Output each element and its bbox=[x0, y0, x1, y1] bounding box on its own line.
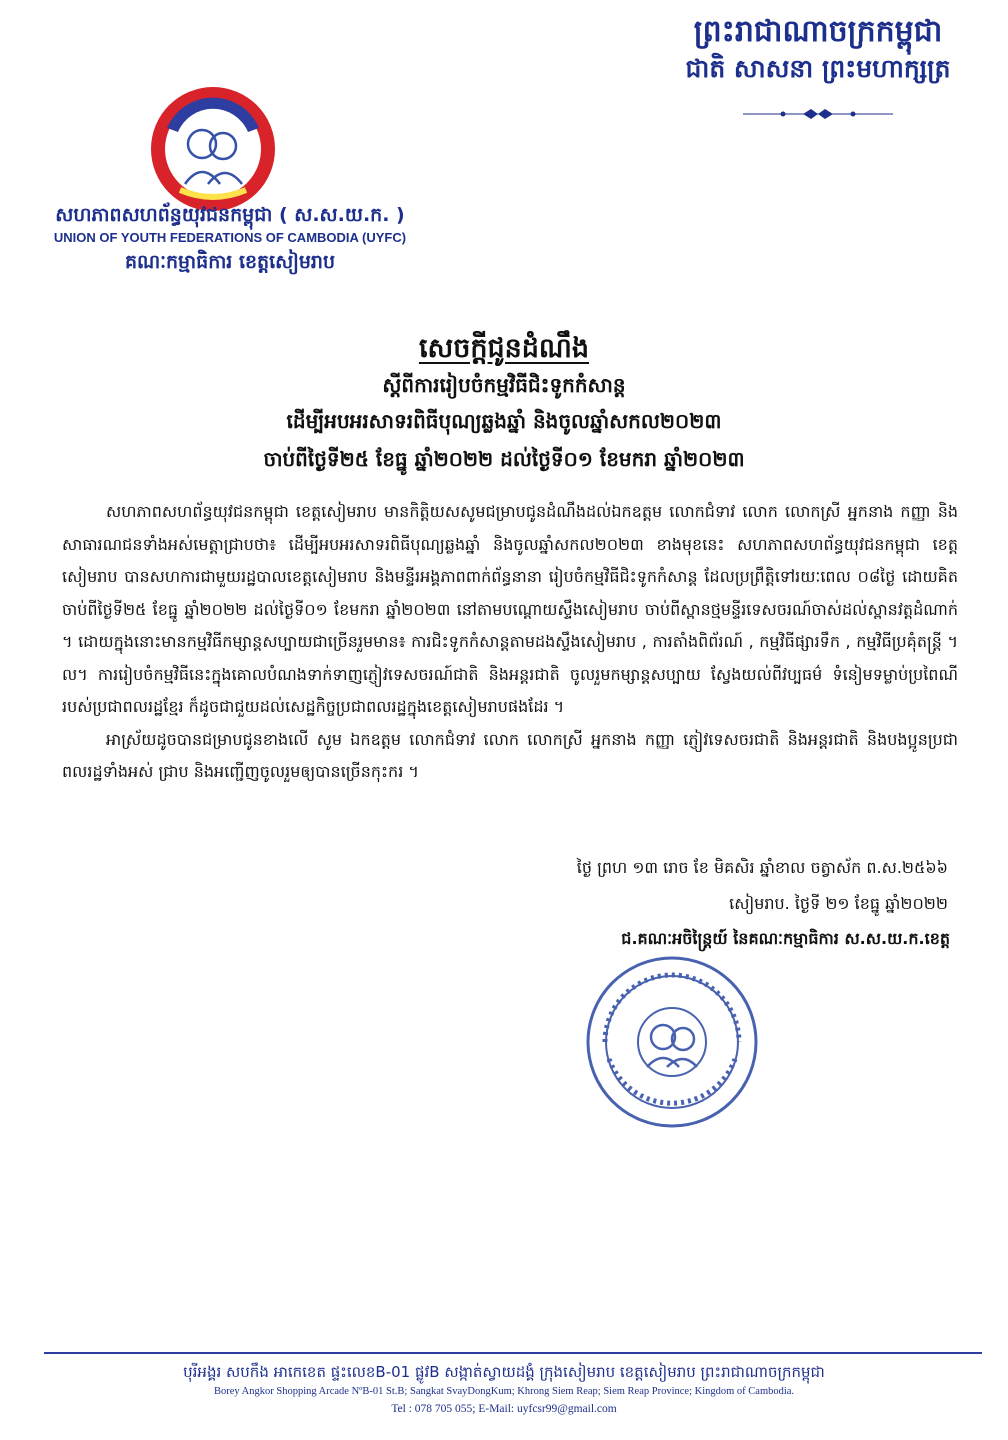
uyfc-logo bbox=[150, 86, 276, 212]
ornament-divider bbox=[743, 108, 893, 120]
kingdom-header bbox=[668, 14, 968, 120]
signatory-title: ជ.គណៈអចិន្ត្រៃយ៍ នៃគណៈកម្មាធិការ ស.ស.យ.ក.ខេត្ត bbox=[621, 929, 950, 948]
body-paragraph-1: សហភាពសហព័ន្ធយុវជនកម្ពុជា ខេត្តសៀមរាប មានកិត្តិយសសូមជម្រាបជូនដំណឹងដល់ឯកឧត្តម លោកជំទាវ លោក លោកស្រី អ្នកនាង កញ្ញា និងសាធារណជនទាំងអស់មេត្តាជ្រាបថា៖ ដើម្បីអបអរសាទរពិធីបុណ្យឆ្លងឆ្នាំ និងចូលឆ្នាំសកល២០២៣ ខាងមុខនេះ សហភាពសហព័ន្ធយុវជនកម្ពុជា ខេត្តសៀមរាប បានសហការជាមួយរដ្ឋបាលខេត្តសៀមរាប និងមន្ទីរអង្គភាពពាក់ព័ន្ធនានា រៀបចំកម្មវិធីជិះទូកកំសាន្ត ដែលប្រព្រឹត្តិទៅរយៈពេល ០៨ថ្ងៃ ដោយគិតចាប់ពីថ្ងៃទី២៥ ខែធ្នូ ឆ្នាំ២០២២ ដល់ថ្ងៃទី០១ ខែមករា ឆ្នាំ២០២៣ នៅតាមបណ្តោយស្ទឹងសៀមរាប ចាប់ពីស្ពានថ្មមន្ទីរទេសចរណ៍ចាស់ដល់ស្ពានវត្តដំណាក់ ។ ដោយក្នុងនោះមានកម្មវិធីកម្សាន្តសប្បាយជាច្រើនរួមមាន៖ ការជិះទូកកំសាន្តតាមដងស្ទឹងសៀមរាប , ការតាំងពិព័រណ៍ , កម្មវិធីផ្សារទឹក , កម្មវិធីប្រគុំតន្ត្រី ។ល។ ការរៀបចំកម្មវិធីនេះក្នុងគោលបំណងទាក់ទាញភ្ញៀវទេសចរណ៍ជាតិ និងអន្តរជាតិ ចូលរួមកម្សាន្តសប្បាយ ស្វែងយល់ពីវប្បធម៌ ទំនៀមទម្លាប់ប្រពៃណី របស់ប្រជាពលរដ្ឋខ្មែរ ក៏ដូចជាជួយដល់សេដ្ឋកិច្ចប្រជាពលរដ្ឋក្នុងខេត្តសៀមរាបផងដែរ ។ bbox=[62, 502, 958, 716]
footer-address-en: Borey Angkor Shopping Arcade NºB-01 St.B; Sangkat SvayDongKum; Khrong Siem Reap; Siem Reap Province; Kingdom of Cambodia. bbox=[213, 1386, 795, 1397]
document-title bbox=[0, 330, 1008, 368]
body-paragraph-2: អាស្រ័យដូចបានជម្រាបជូនខាងលើ សូម ឯកឧត្តម លោកជំទាវ លោក លោកស្រី អ្នកនាង កញ្ញា ភ្ញៀវទេសចរជាតិ និងអន្តរជាតិ និងបងប្អូនប្រជាពលរដ្ឋទាំងអស់ ជ្រាប និងអញ្ជើញចូលរួមឲ្យបានច្រើនកុះករ ។ bbox=[62, 729, 959, 781]
document-body bbox=[62, 496, 958, 789]
footer bbox=[0, 1360, 1008, 1418]
org-name-kh: សហភាពសហព័ន្ធយុវជនកម្ពុជា ( ស.ស.យ.ក. ) bbox=[55, 204, 405, 226]
kingdom-motto: ជាតិ សាសនា ព្រះមហាក្សត្រ bbox=[685, 54, 951, 83]
document-purpose: ដើម្បីអបអរសាទរពិធីបុណ្យឆ្លងឆ្នាំ និងចូលឆ្នាំសកល២០២៣ bbox=[286, 409, 722, 433]
org-name-en: UNION OF YOUTH FEDERATIONS OF CAMBODIA (UYFC) bbox=[53, 230, 407, 245]
official-stamp bbox=[585, 955, 760, 1130]
footer-address-kh: បុរីអង្គរ សបកឹង អាកេខេត ផ្ទះលេខB-01 ផ្លូវB សង្កាត់ស្វាយដង្គំ ក្រុងសៀមរាប ខេត្តសៀមរាប ព្រះរាជាណាចក្រកម្ពុជា bbox=[183, 1363, 825, 1381]
lunar-date: ថ្ងៃ ព្រហ ១៣ រោច ខែ មិគសិរ ឆ្នាំខាល ចត្វាស័ក ព.ស.២៥៦៦ bbox=[576, 858, 948, 877]
kingdom-name: ព្រះរាជាណាចក្រកម្ពុជា bbox=[693, 14, 943, 49]
organization-block bbox=[20, 202, 440, 276]
org-committee: គណៈកម្មាធិការ ខេត្តសៀមរាប bbox=[124, 251, 336, 273]
date-block bbox=[428, 850, 948, 922]
footer-divider bbox=[44, 1352, 982, 1354]
document-title-text: សេចក្តីជូនដំណឹង bbox=[418, 333, 590, 364]
solar-date: សៀមរាប. ថ្ងៃទី ២១ ខែធ្នូ ឆ្នាំ២០២២ bbox=[729, 894, 948, 913]
document-subject: ស្តីពីការរៀបចំកម្មវិធីជិះទូកកំសាន្ត bbox=[382, 373, 626, 397]
document-period: ចាប់ពីថ្ងៃទី២៥ ខែធ្នូ ឆ្នាំ២០២២ ដល់ថ្ងៃទី០១ ខែមករា ឆ្នាំ២០២៣ bbox=[263, 447, 745, 471]
footer-contact: Tel : 078 705 055; E-Mail: uyfcsr99@gmail.com bbox=[391, 1403, 617, 1415]
